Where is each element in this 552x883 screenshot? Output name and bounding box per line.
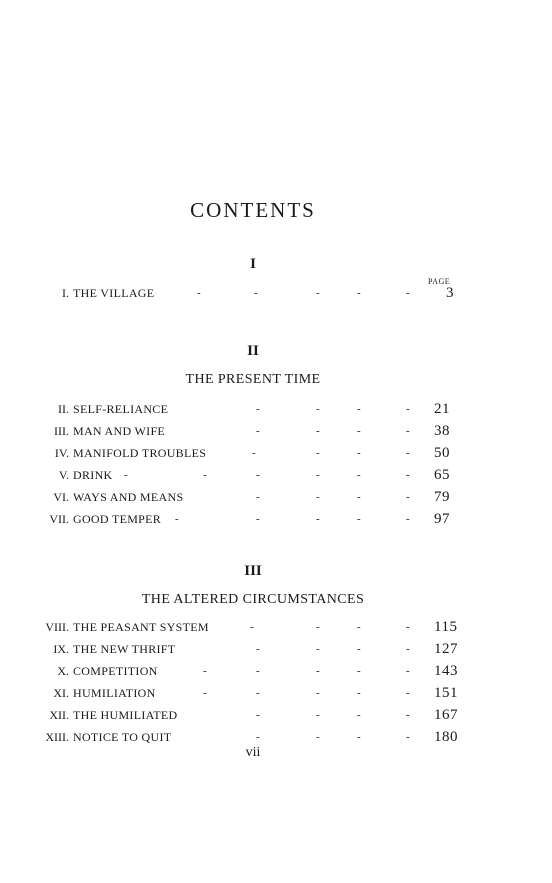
leader-dash: - bbox=[256, 469, 260, 481]
chapter-title: THE HUMILIATED bbox=[73, 708, 178, 722]
chapter-number: V. bbox=[58, 468, 69, 482]
leader-dash: - bbox=[254, 287, 258, 299]
leader-dash: - bbox=[406, 731, 410, 743]
leader-dash: - bbox=[357, 513, 361, 525]
toc-entry bbox=[0, 399, 552, 419]
chapter-title: THE NEW THRIFT bbox=[73, 642, 176, 656]
chapter-title: MAN AND WIFE bbox=[73, 424, 166, 438]
toc-entry bbox=[0, 465, 552, 485]
part-3-subtitle: THE ALTERED CIRCUMSTANCES bbox=[141, 592, 365, 607]
leader-dash: - bbox=[316, 731, 320, 743]
leader-dash: - bbox=[175, 513, 179, 525]
page-number: 38 bbox=[434, 423, 450, 439]
page-number: 97 bbox=[434, 511, 450, 527]
leader-dash: - bbox=[250, 621, 254, 633]
leader-dash: - bbox=[316, 513, 320, 525]
leader-dash: - bbox=[203, 665, 207, 677]
page-number: 115 bbox=[434, 619, 458, 635]
leader-dash: - bbox=[357, 709, 361, 721]
leader-dash: - bbox=[406, 709, 410, 721]
page-number: 21 bbox=[434, 401, 450, 417]
leader-dash: - bbox=[357, 643, 361, 655]
leader-dash: - bbox=[256, 513, 260, 525]
leader-dash: - bbox=[203, 469, 207, 481]
leader-dash: - bbox=[256, 731, 260, 743]
page-number: 167 bbox=[434, 707, 458, 723]
leader-dash: - bbox=[256, 665, 260, 677]
leader-dash: - bbox=[357, 469, 361, 481]
leader-dash: - bbox=[316, 665, 320, 677]
chapter-title: DRINK bbox=[73, 468, 113, 482]
chapter-title: NOTICE TO QUIT bbox=[73, 730, 172, 744]
chapter-number: VIII. bbox=[45, 620, 69, 634]
leader-dash: - bbox=[316, 687, 320, 699]
leader-dash: - bbox=[357, 287, 361, 299]
leader-dash: - bbox=[357, 447, 361, 459]
chapter-title: THE VILLAGE bbox=[73, 286, 155, 300]
leader-dash: - bbox=[357, 425, 361, 437]
leader-dash: - bbox=[316, 287, 320, 299]
leader-dash: - bbox=[406, 403, 410, 415]
part-3-numeral: III bbox=[244, 563, 262, 579]
leader-dash: - bbox=[256, 709, 260, 721]
contents-title: CONTENTS bbox=[190, 198, 316, 222]
leader-dash: - bbox=[357, 731, 361, 743]
chapter-number: II. bbox=[58, 402, 69, 416]
leader-dash: - bbox=[406, 469, 410, 481]
part-1-numeral: I bbox=[250, 256, 256, 272]
part-2-subtitle: THE PRESENT TIME bbox=[185, 372, 321, 387]
toc-entry bbox=[0, 727, 552, 747]
leader-dash: - bbox=[316, 491, 320, 503]
folio-page-number: vii bbox=[245, 745, 261, 760]
chapter-number: I. bbox=[62, 286, 69, 300]
leader-dash: - bbox=[256, 643, 260, 655]
page-number: 65 bbox=[434, 467, 450, 483]
page-number: 50 bbox=[434, 445, 450, 461]
leader-dash: - bbox=[316, 469, 320, 481]
leader-dash: - bbox=[406, 687, 410, 699]
leader-dash: - bbox=[316, 643, 320, 655]
leader-dash: - bbox=[256, 425, 260, 437]
page-number: 127 bbox=[434, 641, 458, 657]
page-number: 151 bbox=[434, 685, 458, 701]
leader-dash: - bbox=[406, 425, 410, 437]
leader-dash: - bbox=[256, 491, 260, 503]
leader-dash: - bbox=[406, 491, 410, 503]
chapter-number: X. bbox=[57, 664, 69, 678]
chapter-number: XIII. bbox=[45, 730, 69, 744]
leader-dash: - bbox=[256, 403, 260, 415]
toc-entry bbox=[0, 683, 552, 703]
leader-dash: - bbox=[357, 665, 361, 677]
leader-dash: - bbox=[316, 403, 320, 415]
leader-dash: - bbox=[406, 513, 410, 525]
leader-dash: - bbox=[357, 491, 361, 503]
page-number: 79 bbox=[434, 489, 450, 505]
leader-dash: - bbox=[406, 621, 410, 633]
leader-dash: - bbox=[357, 403, 361, 415]
toc-entry bbox=[0, 487, 552, 507]
chapter-number: IX. bbox=[53, 642, 69, 656]
page-number: 180 bbox=[434, 729, 458, 745]
chapter-number: III. bbox=[54, 424, 69, 438]
toc-entry bbox=[0, 661, 552, 681]
chapter-number: VI. bbox=[53, 490, 69, 504]
leader-dash: - bbox=[124, 469, 128, 481]
chapter-title: HUMILIATION bbox=[73, 686, 156, 700]
leader-dash: - bbox=[406, 447, 410, 459]
leader-dash: - bbox=[406, 665, 410, 677]
toc-entry bbox=[0, 509, 552, 529]
leader-dash: - bbox=[252, 447, 256, 459]
chapter-number: XII. bbox=[49, 708, 69, 722]
toc-entry bbox=[0, 421, 552, 441]
leader-dash: - bbox=[316, 447, 320, 459]
leader-dash: - bbox=[316, 621, 320, 633]
chapter-title: GOOD TEMPER bbox=[73, 512, 162, 526]
toc-entry bbox=[0, 617, 552, 637]
chapter-title: THE PEASANT SYSTEM bbox=[73, 620, 209, 634]
part-2-numeral: II bbox=[247, 343, 259, 359]
leader-dash: - bbox=[256, 687, 260, 699]
chapter-title: SELF-RELIANCE bbox=[73, 402, 169, 416]
toc-entry bbox=[0, 283, 552, 303]
chapter-number: XI. bbox=[53, 686, 69, 700]
leader-dash: - bbox=[197, 287, 201, 299]
page-number: 3 bbox=[446, 285, 454, 301]
leader-dash: - bbox=[406, 643, 410, 655]
chapter-title: MANIFOLD TROUBLES bbox=[73, 446, 207, 460]
leader-dash: - bbox=[357, 687, 361, 699]
chapter-title: COMPETITION bbox=[73, 664, 158, 678]
leader-dash: - bbox=[357, 621, 361, 633]
toc-entry bbox=[0, 639, 552, 659]
leader-dash: - bbox=[203, 687, 207, 699]
leader-dash: - bbox=[316, 425, 320, 437]
toc-entry bbox=[0, 443, 552, 463]
leader-dash: - bbox=[406, 287, 410, 299]
toc-entry bbox=[0, 705, 552, 725]
leader-dash: - bbox=[316, 709, 320, 721]
chapter-number: IV. bbox=[54, 446, 69, 460]
page-column-label: PAGE bbox=[428, 277, 451, 286]
chapter-number: VII. bbox=[49, 512, 69, 526]
page-number: 143 bbox=[434, 663, 458, 679]
chapter-title: WAYS AND MEANS bbox=[73, 490, 184, 504]
